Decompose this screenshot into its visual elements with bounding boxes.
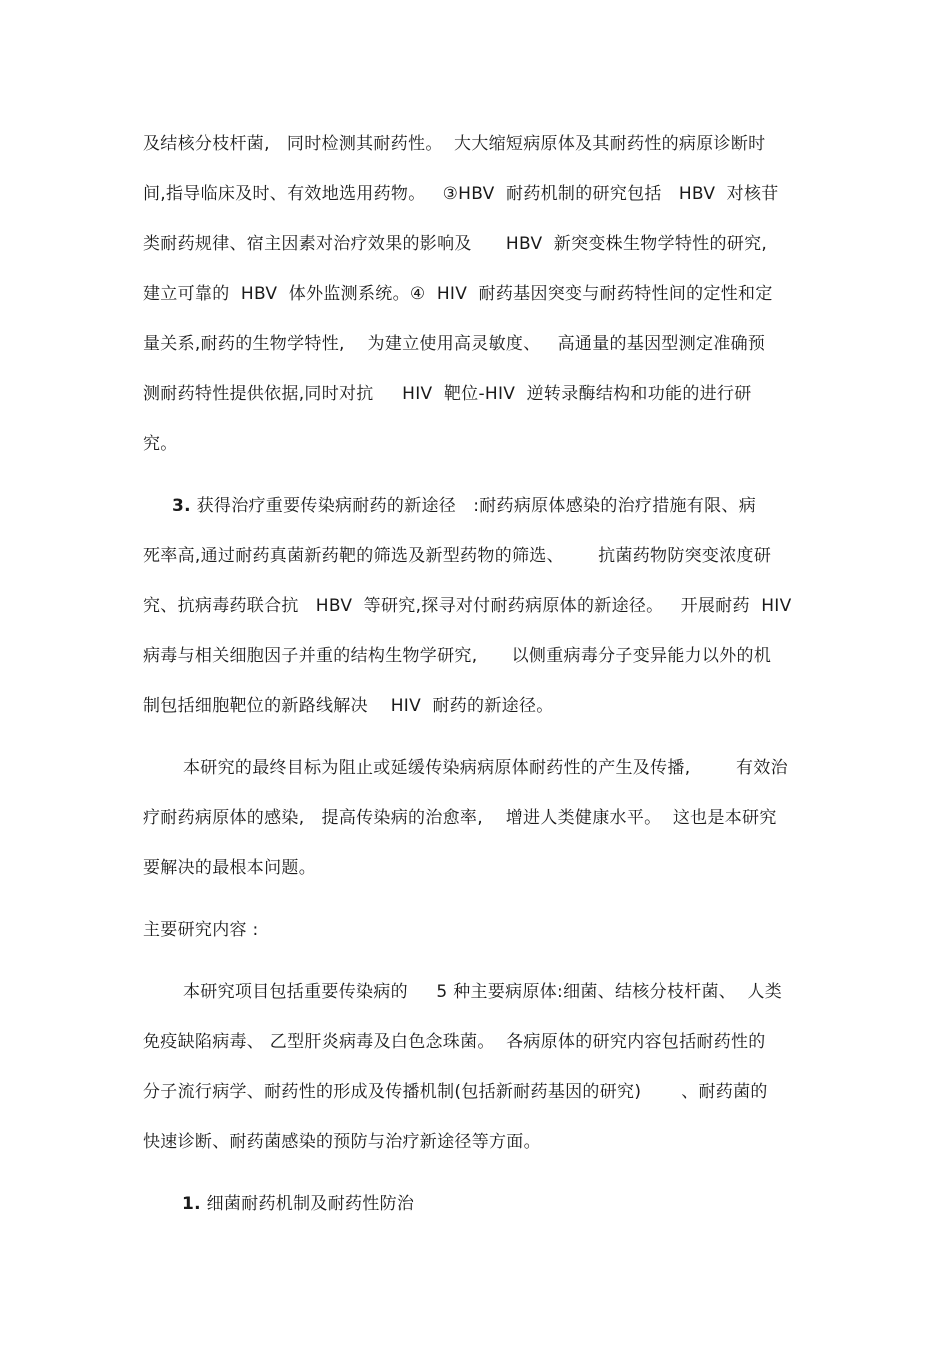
paragraph-2-first-line-text: 获得治疗重要传染病耐药的新途径 :耐药病原体感染的治疗措施有限、病	[190, 496, 757, 516]
paragraph-2-line-4: 病毒与相关细胞因子并重的结构生物学研究, 以侧重病毒分子变异能力以外的机	[143, 646, 772, 666]
paragraph-1-line-3: 类耐药规律、宿主因素对治疗效果的影响及 HBV 新突变株生物学特性的研究,	[143, 234, 768, 254]
paragraph-1-line-1: 及结核分枝杆菌, 同时检测其耐药性。 大大缩短病原体及其耐药性的病原诊断时	[143, 134, 766, 154]
heading-main-research-content: 主要研究内容 :	[143, 920, 259, 940]
item-number-3: 3.	[172, 496, 191, 516]
paragraph-1-line-5: 量关系,耐药的生物学特性, 为建立使用高灵敏度、 高通量的基因型测定准确预	[143, 334, 766, 354]
paragraph-4-line-3: 分子流行病学、耐药性的形成及传播机制(包括新耐药基因的研究) 、耐药菌的	[143, 1082, 768, 1102]
paragraph-1-line-7: 究。	[143, 434, 178, 454]
paragraph-2-line-3: 究、抗病毒药联合抗 HBV 等研究,探寻对付耐药病原体的新途径。 开展耐药 HIV	[143, 596, 792, 616]
paragraph-3-line-1: 本研究的最终目标为阻止或延缓传染病病原体耐药性的产生及传播, 有效治	[183, 758, 788, 778]
section-1-heading	[182, 1192, 414, 1216]
paragraph-1-line-2: 间,指导临床及时、有效地选用药物。 ③HBV 耐药机制的研究包括 HBV 对核苷	[143, 184, 779, 204]
paragraph-3-line-3: 要解决的最根本问题。	[143, 858, 316, 878]
paragraph-4-line-2: 免疫缺陷病毒、 乙型肝炎病毒及白色念珠菌。 各病原体的研究内容包括耐药性的	[143, 1032, 766, 1052]
paragraph-2-line-5: 制包括细胞靶位的新路线解决 HIV 耐药的新途径。	[143, 696, 554, 716]
paragraph-2-line-1	[172, 494, 756, 518]
paragraph-1-line-6: 测耐药特性提供依据,同时对抗 HIV 靶位-HIV 逆转录酶结构和功能的进行研	[143, 384, 752, 404]
paragraph-4-line-4: 快速诊断、耐药菌感染的预防与治疗新途径等方面。	[143, 1132, 541, 1152]
section-number-1: 1.	[182, 1194, 201, 1214]
paragraph-2-line-2: 死率高,通过耐药真菌新药靶的筛选及新型药物的筛选、 抗菌药物防突变浓度研	[143, 546, 772, 566]
paragraph-4-line-1: 本研究项目包括重要传染病的 5 种主要病原体:细菌、结核分枝杆菌、 人类	[183, 982, 783, 1002]
paragraph-3-line-2: 疗耐药病原体的感染, 提高传染病的治愈率, 增进人类健康水平。 这也是本研究	[143, 808, 777, 828]
section-1-title: 细菌耐药机制及耐药性防治	[200, 1194, 415, 1214]
paragraph-1-line-4: 建立可靠的 HBV 体外监测系统。④ HIV 耐药基因突变与耐药特性间的定性和定	[143, 284, 773, 304]
